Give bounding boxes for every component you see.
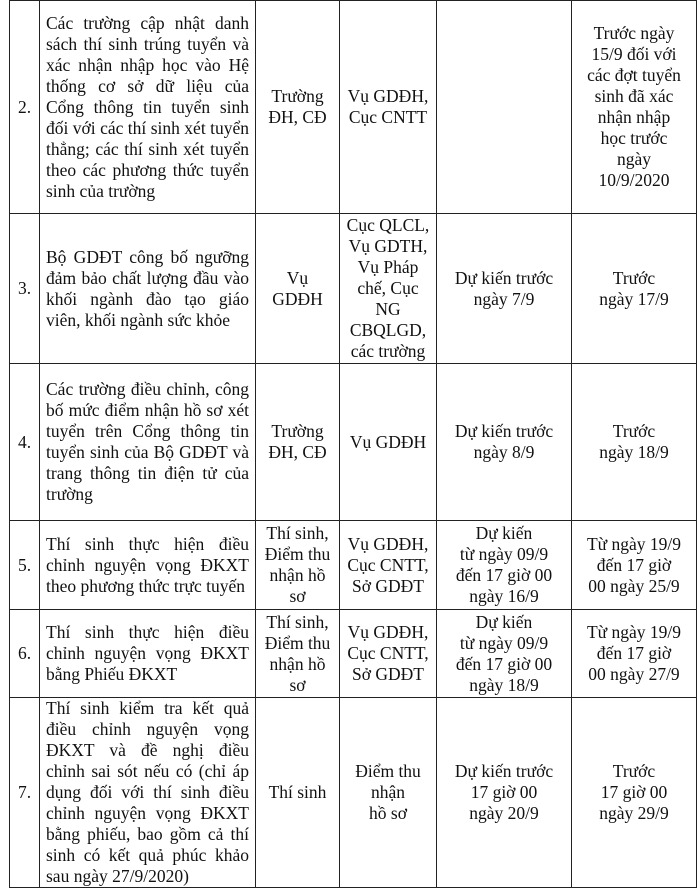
row-number: 7. [10,698,40,888]
task-description: Thí sinh kiểm tra kết quả điều chỉnh nguyện vọng ĐKXT và đề nghị điều chỉnh sai sót nếu có (chỉ áp dụng đối với thí sinh điều chỉnh nguyện vọng ĐKXT bằng phiếu, bao gồm cả thí sinh có kết quả phúc khảo sau ngày 27/9/2020) [40,698,256,888]
lead-unit: Thí sinh, Điểm thu nhận hồ sơ [256,610,340,698]
deadline: Trước 17 giờ 00 ngày 29/9 [572,698,697,888]
table-row [10,214,697,364]
lead-unit: Thí sinh [256,698,340,888]
table-row [10,1,697,214]
lead-unit: Thí sinh, Điểm thu nhận hồ sơ [256,521,340,610]
table-row [10,698,697,888]
task-description: Các trường điều chỉnh, công bố mức điểm nhận hồ sơ xét tuyển trên Cổng thông tin tuyển sinh của Bộ GDĐT và trang thông tin điện tử của trường [40,364,256,521]
row-number: 5. [10,521,40,610]
deadline: Từ ngày 19/9 đến 17 giờ 00 ngày 27/9 [572,610,697,698]
task-description: Bộ GDĐT công bố ngưỡng đảm bảo chất lượng đầu vào khối ngành đào tạo giáo viên, khối ngành sức khỏe [40,214,256,364]
deadline: Trước ngày 17/9 [572,214,697,364]
start-time [437,1,572,214]
start-time: Dự kiến từ ngày 09/9 đến 17 giờ 00 ngày 18/9 [437,610,572,698]
lead-unit: Trường ĐH, CĐ [256,364,340,521]
task-description: Thí sinh thực hiện điều chỉnh nguyện vọng ĐKXT theo phương thức trực tuyến [40,521,256,610]
row-number: 2. [10,1,40,214]
row-number: 6. [10,610,40,698]
start-time: Dự kiến từ ngày 09/9 đến 17 giờ 00 ngày 16/9 [437,521,572,610]
coordinating-unit: Vụ GDĐH, Cục CNTT, Sở GDĐT [340,521,437,610]
start-time: Dự kiến trước ngày 8/9 [437,364,572,521]
task-description: Thí sinh thực hiện điều chỉnh nguyện vọng ĐKXT bằng Phiếu ĐKXT [40,610,256,698]
coordinating-unit: Vụ GDĐH, Cục CNTT, Sở GDĐT [340,610,437,698]
table-row [10,521,697,610]
row-number: 4. [10,364,40,521]
coordinating-unit: Cục QLCL, Vụ GDTH, Vụ Pháp chế, Cục NG CBQLGD, các trường [340,214,437,364]
lead-unit: Trường ĐH, CĐ [256,1,340,214]
deadline: Từ ngày 19/9 đến 17 giờ 00 ngày 25/9 [572,521,697,610]
start-time: Dự kiến trước 17 giờ 00 ngày 20/9 [437,698,572,888]
table-row [10,364,697,521]
coordinating-unit: Vụ GDĐH [340,364,437,521]
coordinating-unit: Điểm thu nhận hồ sơ [340,698,437,888]
lead-unit: Vụ GDĐH [256,214,340,364]
row-number: 3. [10,214,40,364]
coordinating-unit: Vụ GDĐH, Cục CNTT [340,1,437,214]
task-description: Các trường cập nhật danh sách thí sinh trúng tuyển và xác nhận nhập học vào Hệ thống cơ sở dữ liệu của Cổng thông tin tuyển sinh đối với các thí sinh xét tuyển thẳng; các thí sinh xét tuyển theo các phương thức tuyển sinh của trường [40,1,256,214]
schedule-table [9,0,697,888]
table-row [10,610,697,698]
deadline: Trước ngày 18/9 [572,364,697,521]
start-time: Dự kiến trước ngày 7/9 [437,214,572,364]
deadline: Trước ngày 15/9 đối với các đợt tuyển sinh đã xác nhận nhập học trước ngày 10/9/2020 [572,1,697,214]
